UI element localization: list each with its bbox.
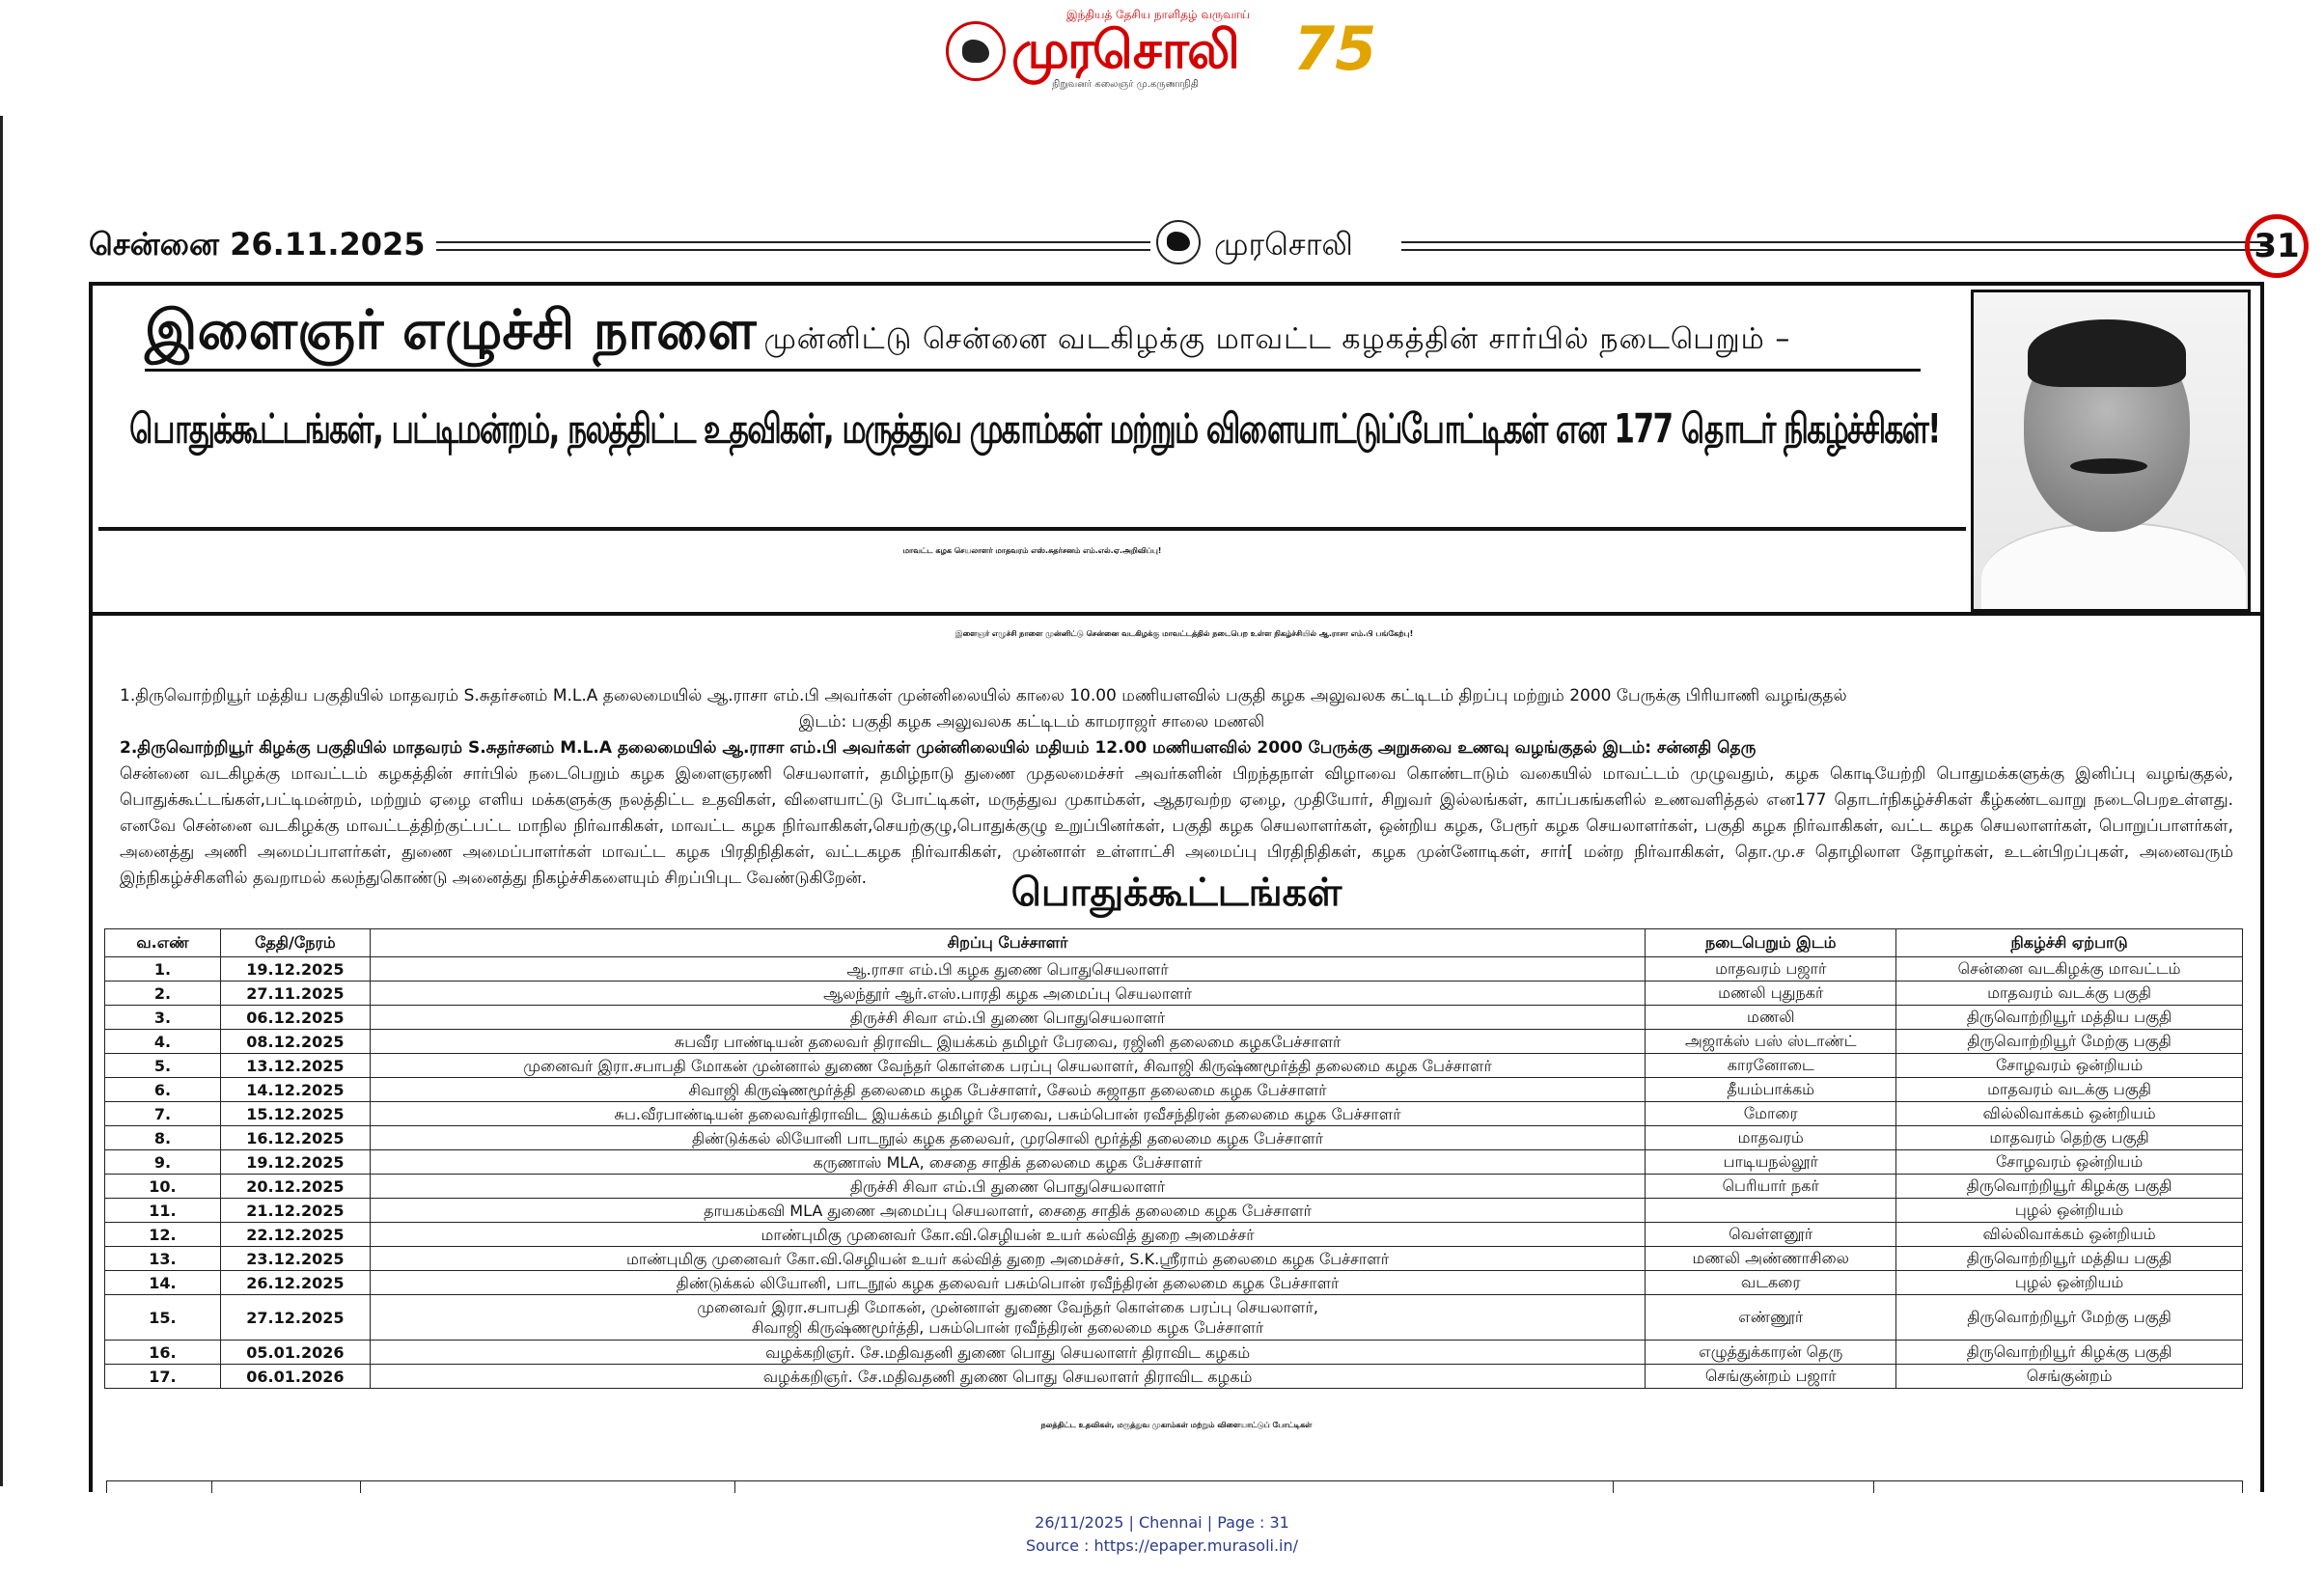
meetings-header-row	[105, 929, 2243, 957]
row-venue: மாதவரம் பஜார்	[1646, 957, 1896, 982]
row-serial: 4.	[105, 1030, 221, 1054]
table-row	[105, 1341, 2243, 1365]
row-serial: 14.	[105, 1271, 221, 1295]
welfare-col-divider	[1613, 1481, 1614, 1493]
row-serial: 2.	[105, 982, 221, 1006]
row-organizer: திருவொற்றியூர் கிழக்கு பகுதி	[1896, 1341, 2243, 1365]
row-serial: 6.	[105, 1078, 221, 1102]
welfare-col-divider	[1873, 1481, 1874, 1493]
row-organizer: திருவொற்றியூர் மத்திய பகுதி	[1896, 1006, 2243, 1030]
banner-headline: பொதுக்கூட்டங்கள், பட்டிமன்றம், நலத்திட்ட உதவிகள், மருத்துவ முகாம்கள் மற்றும் விளையாட்டுப்போட்டிகள் என 177 தொடர் நிகழ்ச்சிகள்!	[129, 405, 1940, 454]
source-url-line: Source : https://epaper.murasoli.in/	[1025, 1536, 1299, 1555]
column-header-organizer: நிகழ்ச்சி ஏற்பாடு	[1896, 929, 2243, 957]
row-speaker: திண்டுக்கல் லியோனி பாடநூல் கழக தலைவர், முரசொலி மூர்த்தி தலைமை கழக பேச்சாளர்	[370, 1126, 1645, 1150]
row-venue: மாதவரம்	[1646, 1126, 1896, 1150]
table-row	[105, 1150, 2243, 1175]
row-organizer: புழல் ஒன்றியம்	[1896, 1199, 2243, 1223]
banner-line-1-bold: இளைஞர் எழுச்சி நாளை	[145, 299, 757, 362]
welfare-col-divider	[211, 1481, 212, 1493]
row-date: 23.12.2025	[220, 1247, 370, 1271]
row-venue: பெரியார் நகர்	[1646, 1175, 1896, 1199]
row-serial: 16.	[105, 1341, 221, 1365]
column-header-date: தேதி/நேரம்	[220, 929, 370, 957]
row-organizer: சென்னை வடகிழக்கு மாவட்டம்	[1896, 957, 2243, 982]
announcement-point-1-venue: இடம்: பகுதி கழக அலுவலக கட்டிடம் காமராஜர் சாலை மணலி	[798, 712, 1265, 732]
row-date: 13.12.2025	[220, 1054, 370, 1078]
row-venue: வடகரை	[1646, 1271, 1896, 1295]
row-date: 19.12.2025	[220, 957, 370, 982]
table-row	[105, 1271, 2243, 1295]
row-venue	[1646, 1199, 1896, 1223]
table-row	[105, 1247, 2243, 1271]
row-venue: செங்குன்றம் பஜார்	[1646, 1365, 1896, 1389]
column-header-serial: வ.எண்	[105, 929, 221, 957]
dateline	[89, 218, 2309, 272]
row-speaker: மாண்புமிகு முனைவர் கோ.வி.செழியன் உயர் கல்வித் துறை அமைச்சர்	[370, 1223, 1645, 1247]
banner-line-1	[145, 299, 1790, 369]
row-date: 08.12.2025	[220, 1030, 370, 1054]
row-serial: 10.	[105, 1175, 221, 1199]
row-speaker: கருணாஸ் MLA, சைதை சாதிக் தலைமை கழக பேச்சாளர்	[370, 1150, 1645, 1175]
row-serial: 9.	[105, 1150, 221, 1175]
row-date: 21.12.2025	[220, 1199, 370, 1223]
row-speaker: மாண்புமிகு முனைவர் கோ.வி.செழியன் உயர் கல்வித் துறை அமைச்சர், S.K.ஸ்ரீராம் தலைமை கழக பேச்சாளர்	[370, 1247, 1645, 1271]
table-row	[105, 1078, 2243, 1102]
table-row	[105, 1295, 2243, 1341]
announcement-point-2: 2.திருவொற்றியூர் கிழக்கு பகுதியில் மாதவரம் S.சுதர்சனம் M.L.A தலைமையில் ஆ.ராசா எம்.பி அவர்கள் முன்னிலையில் மதியம் 12.00 மணியளவில் 2000 பேருக்கு அறுசுவை உணவு வழங்குதல் இடம்: சன்னதி தெரு	[120, 738, 1757, 758]
portrait-moustache	[2070, 458, 2147, 474]
announcement-body	[120, 683, 2233, 892]
dateline-paper-name: முரசொலி	[1214, 226, 1353, 263]
table-row	[105, 1175, 2243, 1199]
welfare-table-top	[106, 1480, 2243, 1493]
table-row	[105, 1223, 2243, 1247]
announcement-paragraph: சென்னை வடகிழக்கு மாவட்டம் கழகத்தின் சார்பில் நடைபெறும் கழக இளைஞரணி செயலாளர், தமிழ்நாடு துணை முதலமைச்சர் அவர்களின் பிறந்தநாள் விழாவை கொண்டாடும் வகையில் மாவட்டம் முழுவதும், கழக கொடியேற்றி பொதுமக்களுக்கு இனிப்பு வழங்குதல், பொதுக்கூட்டங்கள்,பட்டிமன்றம், மற்றும் ஏழை எளிய மக்களுக்கு நலத்திட்ட உதவிகள், விளையாட்டு போட்டிகள், மருத்துவ முகாம்கள், ஆதரவற்ற ஏழை, முதியோர், சிறுவர் இல்லங்கள், காப்பகங்களில் உணவளித்தல் என177 தொடர்நிகழ்ச்சிகள் கீழ்கண்டவாறு நடைபெறஉள்ளது. எனவே சென்னை வடகிழக்கு மாவட்டத்திற்குட்பட்ட மாநில நிர்வாகிகள், மாவட்ட கழக நிர்வாகிகள்,செயற்குழு,பொதுக்குழு உறுப்பினர்கள், பகுதி கழக செயலாளர்கள், ஒன்றிய கழக, பேரூர் கழக செயலாளர்கள், பகுதி கழக நிர்வாகிகள், வட்ட கழக செயலாளர்கள், பொறுப்பாளர்கள், அனைத்து அணி அமைப்பாளர்கள், துணை அமைப்பாளர்கள் மாவட்ட கழக பிரதிநிதிகள், வட்டகழக நிர்வாகிகள், முன்னாள் உள்ளாட்சி அமைப்பு பிரதிநிதிகள், கழக முன்னோடிகள், சார்[ மன்ற நிர்வாகிகள், தொ.மு.ச தொழிலாள தோழர்கள், உடன்பிறப்புகள், அனைவரும் இந்நிகழ்ச்சிகளில் தவறாமல் கலந்துகொண்டு அனைத்து நிகழ்ச்சிகளையும் சிறப்பிபுட வேண்டுகிறேன்.	[120, 764, 2233, 888]
table-row	[105, 982, 2243, 1006]
anniversary-logo: 75	[1293, 14, 1377, 84]
paper-emblem-icon	[1156, 220, 1201, 264]
masthead-tagline: இந்தியத் தேசிய நாளிதழ் வருவாய்	[1065, 8, 1251, 21]
row-serial: 3.	[105, 1006, 221, 1030]
portrait-hair	[2028, 319, 2186, 387]
row-serial: 15.	[105, 1295, 221, 1341]
row-organizer: மாதவரம் வடக்கு பகுதி	[1896, 982, 2243, 1006]
table-row	[105, 957, 2243, 982]
row-venue: எண்ணூர்	[1646, 1295, 1896, 1341]
row-organizer: சோழவரம் ஒன்றியம்	[1896, 1054, 2243, 1078]
banner	[98, 290, 1966, 620]
advertisement-frame	[89, 282, 2264, 1492]
row-date: 27.11.2025	[220, 982, 370, 1006]
portrait-shirt	[1981, 522, 2246, 612]
masthead-brand: முரசொலி	[1011, 19, 1238, 80]
row-speaker: சுபவீர பாண்டியன் தலைவர் திராவிட இயக்கம் தமிழர் பேரவை, ரஜினி தலைமை கழகபேச்சாளர்	[370, 1030, 1645, 1054]
row-organizer: திருவொற்றியூர் மேற்கு பகுதி	[1896, 1030, 2243, 1054]
row-speaker: திருச்சி சிவா எம்.பி துணை பொதுசெயலாளர்	[370, 1006, 1645, 1030]
row-serial: 11.	[105, 1199, 221, 1223]
row-speaker: வழக்கறிஞர். சே.மதிவதணி துணை பொது செயலாளர் திராவிட கழகம்	[370, 1365, 1645, 1389]
row-speaker: திண்டுக்கல் லியோனி, பாடநூல் கழக தலைவர் பசும்பொன் ரவீந்திரன் தலைமை கழக பேச்சாளர்	[370, 1271, 1645, 1295]
row-organizer: புழல் ஒன்றியம்	[1896, 1271, 2243, 1295]
row-serial: 5.	[105, 1054, 221, 1078]
page-number-badge: 31	[2245, 214, 2309, 278]
row-date: 15.12.2025	[220, 1102, 370, 1126]
row-date: 06.12.2025	[220, 1006, 370, 1030]
table-row	[105, 1126, 2243, 1150]
row-venue: எழுத்துக்காரன் தெரு	[1646, 1341, 1896, 1365]
banner-line-1-rest: முன்னிட்டு சென்னை வடகிழக்கு மாவட்ட கழகத்தின் சார்பில் நடைபெறும் –	[763, 322, 1791, 356]
announcement-heading: இளைஞர் எழுச்சி நாளை முன்னிட்டு சென்னை வடகிழக்கு மாவட்டத்தில் நடைபெற உள்ள நிகழ்ச்சியில் ஆ.ராசா எம்.பி பங்கேற்பு!	[954, 629, 1414, 638]
masthead-subtitle: நிறுவனர் கலைஞர் மு.கருணாநிதி	[1052, 79, 1199, 90]
welfare-col-divider	[734, 1481, 735, 1493]
masthead	[946, 8, 1380, 90]
banner-divider	[98, 527, 1966, 531]
row-venue: மணலி புதுநகர்	[1646, 982, 1896, 1006]
source-date-line: 26/11/2025 | Chennai | Page : 31	[1035, 1513, 1289, 1532]
welfare-col-divider	[360, 1481, 361, 1493]
banner-bottom-rule	[93, 612, 2260, 616]
dateline-rule-left	[436, 241, 1150, 251]
row-serial: 8.	[105, 1126, 221, 1150]
row-speaker: சிவாஜி கிருஷ்ணமூர்த்தி தலைமை கழக பேச்சாளர், சேலம் சுஜாதா தலைமை கழக பேச்சாளர்	[370, 1078, 1645, 1102]
row-speaker: ஆலந்தூர் ஆர்.எஸ்.பாரதி கழக அமைப்பு செயலாளர்	[370, 982, 1645, 1006]
row-date: 16.12.2025	[220, 1126, 370, 1150]
row-venue: காரனோடை	[1646, 1054, 1896, 1078]
meetings-table	[104, 928, 2243, 1389]
row-serial: 17.	[105, 1365, 221, 1389]
table-row	[105, 1030, 2243, 1054]
row-date: 26.12.2025	[220, 1271, 370, 1295]
row-venue: வெள்ளனூர்	[1646, 1223, 1896, 1247]
column-header-speaker: சிறப்பு பேச்சாளர்	[370, 929, 1645, 957]
row-speaker	[370, 1295, 1645, 1341]
dateline-place-date: சென்னை 26.11.2025	[89, 226, 426, 263]
row-venue: மணலி அண்ணாசிலை	[1646, 1247, 1896, 1271]
row-date: 22.12.2025	[220, 1223, 370, 1247]
row-serial: 1.	[105, 957, 221, 982]
portrait-photo	[1971, 290, 2251, 612]
row-date: 14.12.2025	[220, 1078, 370, 1102]
row-venue: அஜாக்ஸ் பஸ் ஸ்டாண்ட்	[1646, 1030, 1896, 1054]
row-speaker: சுப.வீரபாண்டியன் தலைவர்திராவிட இயக்கம் தமிழர் பேரவை, பசும்பொன் ரவீசந்திரன் தலைமை கழக பேச்சாளர்	[370, 1102, 1645, 1126]
party-emblem-icon	[946, 21, 1006, 81]
row-serial: 7.	[105, 1102, 221, 1126]
row-speaker: ஆ.ராசா எம்.பி கழக துணை பொதுசெயலாளர்	[370, 957, 1645, 982]
row-organizer: வில்லிவாக்கம் ஒன்றியம்	[1896, 1102, 2243, 1126]
table-row	[105, 1365, 2243, 1389]
table-row	[105, 1199, 2243, 1223]
row-speaker: முனைவர் இரா.சபாபதி மோகன் முன்னால் துணை வேந்தர் கொள்கை பரப்பு செயலாளர், சிவாஜி கிருஷ்ணமூர்த்தி தலைமை கழக பேச்சாளர்	[370, 1054, 1645, 1078]
dateline-rule-right	[1401, 241, 2270, 251]
row-organizer: செங்குன்றம்	[1896, 1365, 2243, 1389]
page-edge-rule	[0, 116, 3, 1486]
banner-subheadline: மாவட்ட கழக செயலாளர் மாதவரம் எஸ்.சுதர்சனம் எம்.எல்.ஏ.அறிவிப்பு!	[902, 546, 1162, 555]
row-date: 05.01.2026	[220, 1341, 370, 1365]
row-organizer: மாதவரம் வடக்கு பகுதி	[1896, 1078, 2243, 1102]
row-organizer: திருவொற்றியூர் மேற்கு பகுதி	[1896, 1295, 2243, 1341]
row-speaker: திருச்சி சிவா எம்.பி துணை பொதுசெயலாளர்	[370, 1175, 1645, 1199]
row-organizer: சோழவரம் ஒன்றியம்	[1896, 1150, 2243, 1175]
table-row	[105, 1102, 2243, 1126]
welfare-heading: நலத்திட்ட உதவிகள், மருத்துவ முகாம்கள் மற்றும் விளையாட்டுப் போட்டிகள்	[1040, 1421, 1313, 1429]
table-row	[105, 1054, 2243, 1078]
row-speaker: வழக்கறிஞர். சே.மதிவதனி துணை பொது செயலாளர் திராவிட கழகம்	[370, 1341, 1645, 1365]
table-row	[105, 1006, 2243, 1030]
row-venue: மோரை	[1646, 1102, 1896, 1126]
row-venue: மணலி	[1646, 1006, 1896, 1030]
row-serial: 12.	[105, 1223, 221, 1247]
row-organizer: மாதவரம் தெற்கு பகுதி	[1896, 1126, 2243, 1150]
meetings-heading: பொதுக்கூட்டங்கள்	[1010, 871, 1342, 915]
row-venue: தீயம்பாக்கம்	[1646, 1078, 1896, 1102]
row-date: 19.12.2025	[220, 1150, 370, 1175]
row-speaker: தாயகம்கவி MLA துணை அமைப்பு செயலாளர், சைதை சாதிக் தலைமை கழக பேச்சாளர்	[370, 1199, 1645, 1223]
source-footer	[0, 1511, 2324, 1558]
row-serial: 13.	[105, 1247, 221, 1271]
row-venue: பாடியநல்லூர்	[1646, 1150, 1896, 1175]
row-speaker-line: முனைவர் இரா.சபாபதி மோகன், முன்னாள் துணை வேந்தர் கொள்கை பரப்பு செயலாளர்,	[697, 1298, 1318, 1316]
column-header-venue: நடைபெறும் இடம்	[1646, 929, 1896, 957]
announcement-point-1: 1.திருவொற்றியூர் மத்திய பகுதியில் மாதவரம் S.சுதர்சனம் M.L.A தலைமையில் ஆ.ராசா எம்.பி அவர்கள் முன்னிலையில் காலை 10.00 மணியளவில் பகுதி கழக அலுவலக கட்டிடம் திறப்பு மற்றும் 2000 பேருக்கு பிரியாணி வழங்குதல்	[120, 686, 1847, 705]
row-organizer: வில்லிவாக்கம் ஒன்றியம்	[1896, 1223, 2243, 1247]
row-date: 27.12.2025	[220, 1295, 370, 1341]
row-date: 06.01.2026	[220, 1365, 370, 1389]
row-organizer: திருவொற்றியூர் கிழக்கு பகுதி	[1896, 1175, 2243, 1199]
row-organizer: திருவொற்றியூர் மத்திய பகுதி	[1896, 1247, 2243, 1271]
row-speaker-line: சிவாஜி கிருஷ்ணமூர்த்தி, பசும்பொன் ரவீந்திரன் தலைமை கழக பேச்சாளர்	[751, 1318, 1264, 1337]
row-date: 20.12.2025	[220, 1175, 370, 1199]
